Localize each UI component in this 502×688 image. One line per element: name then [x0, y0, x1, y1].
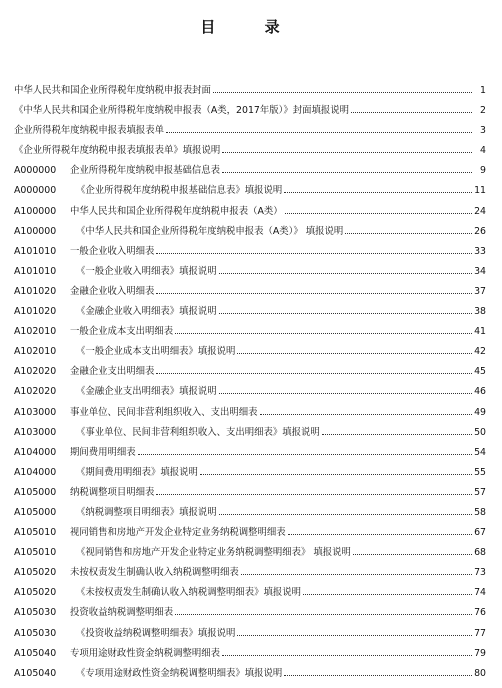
toc-entry-page-number: 1: [480, 85, 486, 96]
toc-entry-label: 《企业所得税年度纳税申报基础信息表》填报说明: [76, 185, 283, 197]
toc-entry-page-number: 34: [474, 265, 486, 277]
toc-entry-label: 《一般企业成本支出明细表》填报说明: [76, 346, 236, 358]
toc-entry-label: 期间费用明细表: [70, 446, 136, 458]
toc-entry-code: A105030: [14, 627, 57, 639]
toc-entry-page-number: 55: [474, 466, 486, 478]
dot-leader: [156, 494, 472, 495]
toc-entry-label: 《期间费用明细表》填报说明: [76, 466, 198, 478]
toc-entry[interactable]: [14, 363, 486, 383]
dot-leader: [222, 172, 472, 173]
toc-entry-label: 《中华人民共和国企业所得税年度纳税申报表（A类）》 填报说明: [76, 225, 344, 237]
toc-entry-code: A105000: [14, 506, 57, 518]
toc-entry[interactable]: [14, 343, 486, 363]
toc-entry-page-number: 68: [474, 547, 486, 559]
toc-entry[interactable]: [14, 645, 486, 665]
toc-entry[interactable]: [14, 102, 486, 122]
toc-entry-code: A105020: [14, 567, 57, 579]
toc-entry-label: 企业所得税年度纳税申报基础信息表: [70, 165, 221, 177]
toc-entry-label: 投资收益纳税调整明细表: [70, 607, 174, 619]
dot-leader: [156, 253, 472, 254]
dot-leader: [219, 514, 472, 515]
toc-entry-page-number: 37: [474, 285, 486, 297]
toc-entry[interactable]: [14, 584, 486, 604]
toc-entry-label: 企业所得税年度纳税申报表填报表单: [14, 125, 165, 137]
dot-leader: [260, 414, 472, 415]
toc-entry-page-number: 2: [480, 105, 486, 117]
toc-entry[interactable]: [14, 303, 486, 323]
toc-entry[interactable]: [14, 404, 486, 424]
toc-entry-label: 《纳税调整项目明细表》填报说明: [76, 506, 217, 518]
dot-leader: [175, 614, 472, 615]
toc-entry-code: A101010: [14, 265, 57, 277]
dot-leader: [219, 313, 472, 314]
toc-entry[interactable]: [14, 223, 486, 243]
table-of-contents: [14, 82, 486, 685]
dot-leader: [222, 152, 472, 153]
toc-entry-code: A103000: [14, 406, 57, 418]
toc-entry-label: 《一般企业收入明细表》填报说明: [76, 265, 217, 277]
toc-entry[interactable]: [14, 182, 486, 202]
toc-entry-code: A104000: [14, 446, 57, 458]
dot-leader: [284, 192, 472, 193]
dot-leader: [156, 293, 472, 294]
toc-entry-label: 中华人民共和国企业所得税年度纳税申报表封面: [14, 85, 211, 96]
toc-entry-page-number: 4: [480, 145, 486, 157]
toc-entry[interactable]: [14, 504, 486, 524]
toc-entry-label: 一般企业成本支出明细表: [70, 326, 174, 338]
toc-entry[interactable]: [14, 203, 486, 223]
dot-leader: [219, 393, 472, 394]
dot-leader: [303, 594, 472, 595]
toc-entry-label: 金融企业支出明细表: [70, 366, 155, 378]
toc-entry-code: A102010: [14, 326, 57, 338]
toc-entry-page-number: 74: [474, 587, 486, 599]
toc-entry-code: A105010: [14, 527, 57, 539]
toc-entry[interactable]: [14, 243, 486, 263]
toc-entry-code: A105010: [14, 547, 57, 559]
dot-leader: [288, 534, 472, 535]
toc-entry-page-number: 73: [474, 567, 486, 579]
toc-entry-page-number: 38: [474, 306, 486, 318]
toc-entry-page-number: 76: [474, 607, 486, 619]
toc-entry-code: A102020: [14, 386, 57, 398]
toc-entry-code: A100000: [14, 225, 57, 237]
toc-entry-label: 《投资收益纳税调整明细表》填报说明: [76, 627, 236, 639]
toc-entry[interactable]: [14, 544, 486, 564]
toc-entry-label: 《事业单位、民间非营利组织收入、支出明细表》填报说明: [76, 426, 320, 438]
toc-entry-page-number: 54: [474, 446, 486, 458]
toc-entry-code: A101010: [14, 245, 57, 257]
toc-entry[interactable]: [14, 604, 486, 624]
toc-entry-label: 《金融企业收入明细表》填报说明: [76, 306, 217, 318]
toc-entry-label: 《企业所得税年度纳税申报表填报表单》填报说明: [14, 145, 221, 157]
toc-entry-code: A102020: [14, 366, 57, 378]
toc-entry-code: A000000: [14, 185, 57, 197]
toc-entry[interactable]: [14, 464, 486, 484]
dot-leader: [156, 373, 472, 374]
toc-entry-page-number: 57: [474, 486, 486, 498]
toc-entry-page-number: 33: [474, 245, 486, 257]
toc-entry-code: A101020: [14, 285, 57, 297]
toc-entry[interactable]: [14, 564, 486, 584]
toc-entry[interactable]: [14, 524, 486, 544]
dot-leader: [175, 333, 472, 334]
dot-leader: [213, 92, 472, 93]
toc-entry-page-number: 67: [474, 527, 486, 539]
dot-leader: [237, 635, 472, 636]
toc-entry-page-number: 9: [480, 165, 486, 177]
toc-entry-label: 纳税调整项目明细表: [70, 486, 155, 498]
dot-leader: [166, 132, 472, 133]
toc-entry-code: A101020: [14, 306, 57, 318]
toc-entry-page-number: 80: [474, 667, 486, 679]
toc-entry[interactable]: [14, 444, 486, 464]
toc-entry-page-number: 42: [474, 346, 486, 358]
toc-entry-code: A105040: [14, 667, 57, 679]
toc-entry-label: 金融企业收入明细表: [70, 285, 155, 297]
toc-entry-label: 《专项用途财政性资金纳税调整明细表》填报说明: [76, 667, 283, 679]
toc-entry[interactable]: [14, 162, 486, 182]
toc-entry[interactable]: [14, 665, 486, 685]
toc-entry-page-number: 24: [474, 205, 486, 217]
toc-entry-page-number: 26: [474, 225, 486, 237]
toc-entry[interactable]: [14, 283, 486, 303]
dot-leader: [284, 675, 472, 676]
toc-entry-page-number: 11: [474, 185, 486, 197]
toc-entry[interactable]: [14, 424, 486, 444]
dot-leader: [322, 434, 472, 435]
toc-entry-label: 《视同销售和房地产开发企业特定业务纳税调整明细表》 填报说明: [76, 547, 351, 559]
toc-entry-label: 中华人民共和国企业所得税年度纳税申报表（A类）: [70, 205, 283, 217]
toc-entry[interactable]: [14, 383, 486, 403]
toc-entry-page-number: 45: [474, 366, 486, 378]
toc-entry-code: A100000: [14, 205, 57, 217]
toc-entry-label: 专项用途财政性资金纳税调整明细表: [70, 647, 221, 659]
dot-leader: [219, 273, 472, 274]
dot-leader: [285, 213, 472, 214]
toc-entry[interactable]: [14, 484, 486, 504]
toc-entry[interactable]: [14, 625, 486, 645]
dot-leader: [351, 112, 472, 113]
toc-entry-code: A105040: [14, 647, 57, 659]
toc-entry-page-number: 79: [474, 647, 486, 659]
toc-entry-page-number: 46: [474, 386, 486, 398]
toc-entry-label: 事业单位、民间非营利组织收入、支出明细表: [70, 406, 258, 418]
toc-entry-page-number: 58: [474, 506, 486, 518]
toc-entry-label: 视同销售和房地产开发企业特定业务纳税调整明细表: [70, 527, 286, 539]
toc-entry[interactable]: [14, 122, 486, 142]
toc-entry-page-number: 3: [480, 125, 486, 137]
toc-entry-label: 一般企业收入明细表: [70, 245, 155, 257]
toc-entry-code: A000000: [14, 165, 57, 177]
toc-entry-code: A105020: [14, 587, 57, 599]
toc-entry-code: A105030: [14, 607, 57, 619]
page-title: 目 录: [200, 18, 302, 36]
toc-entry[interactable]: [14, 142, 486, 162]
toc-entry-label: 未按权责发生制确认收入纳税调整明细表: [70, 567, 239, 579]
toc-entry[interactable]: [14, 323, 486, 343]
toc-entry-code: A103000: [14, 426, 57, 438]
toc-entry-page-number: 77: [474, 627, 486, 639]
dot-leader: [237, 353, 472, 354]
toc-entry-page-number: 50: [474, 426, 486, 438]
toc-entry[interactable]: [14, 263, 486, 283]
dot-leader: [241, 574, 472, 575]
toc-entry-code: A102010: [14, 346, 57, 358]
toc-entry-page-number: 41: [474, 326, 486, 338]
dot-leader: [353, 554, 472, 555]
toc-entry-page-number: 49: [474, 406, 486, 418]
dot-leader: [222, 655, 472, 656]
toc-entry-label: 《未按权责发生制确认收入纳税调整明细表》填报说明: [76, 587, 302, 599]
toc-entry-label: 《中华人民共和国企业所得税年度纳税申报表（A类，2017年版）》封面填报说明: [14, 105, 349, 117]
dot-leader: [345, 233, 472, 234]
dot-leader: [138, 454, 472, 455]
toc-entry[interactable]: [14, 82, 486, 102]
toc-entry-code: A105000: [14, 486, 57, 498]
toc-entry-code: A104000: [14, 466, 57, 478]
dot-leader: [200, 474, 472, 475]
toc-entry-label: 《金融企业支出明细表》填报说明: [76, 386, 217, 398]
